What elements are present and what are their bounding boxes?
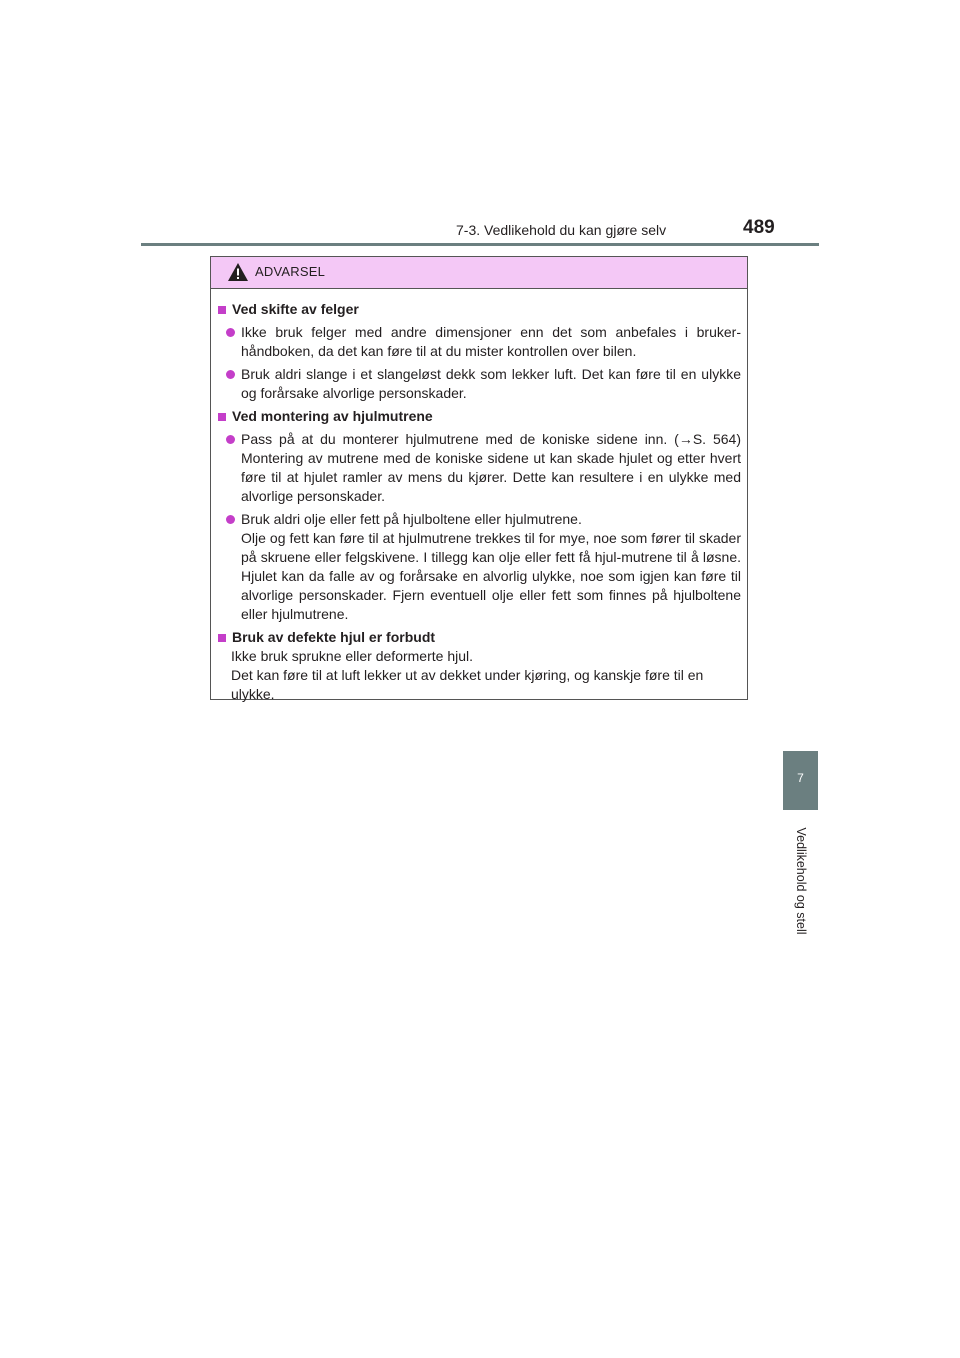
section-wheel-nuts: [218, 407, 741, 624]
section-heading-text: Ved skifte av felger: [232, 301, 359, 317]
section-heading-text: Bruk av defekte hjul er forbudt: [232, 629, 436, 645]
list-item-text: Ikke bruk felger med andre dimensjoner enn det som anbefales i bruker-håndboken, da det kan føre til at du mister kontrollen over bilen.: [241, 324, 741, 359]
section-title-heading: [218, 300, 741, 319]
list-item: [218, 430, 741, 506]
warning-header: [211, 257, 747, 289]
dot-bullet-icon: [226, 370, 235, 379]
list-item-text: Bruk aldri olje eller fett på hjulboltene eller hjulmutrene.: [241, 511, 582, 527]
list-item-detail: Olje og fett kan føre til at hjulmutrene trekkes til for mye, noe som fører til skader på skruene eller felgskivene. I tillegg kan olje eller fett få hjul-mutrene til å løsne. Hjulet kan da falle av og forårsake en alvorlig ulykke, noe som igjen kan føre til alvorlige personskader. Fjern eventuell olje eller fett som finnes på hjulboltene eller hjulmutrene.: [241, 530, 741, 622]
list-item: [218, 323, 741, 361]
section-defective-wheels: [218, 628, 741, 704]
section-wheel-change: [218, 300, 741, 403]
list-item-text: Pass på at du monterer hjulmutrene med de koniske sidene inn. (→S. 564) Montering av mutrene med de koniske sidene ut kan skade hjulet og etter hvert føre til at hjulet ramler av mens du kjører. Dette kan resultere i en ulykke med alvorlige personskader.: [241, 431, 741, 504]
page-number: 489: [743, 217, 775, 238]
dot-bullet-icon: [226, 328, 235, 337]
dot-bullet-icon: [226, 515, 235, 524]
list-item-text: Bruk aldri slange i et slangeløst dekk som lekker luft. Det kan føre til en ulykke og forårsake alvorlige personskader.: [241, 366, 741, 401]
warning-body: [211, 289, 747, 704]
warning-box: [210, 256, 748, 700]
warning-triangle-icon: [227, 262, 249, 282]
paragraph-line: Det kan føre til at luft lekker ut av dekket under kjøring, og kanskje føre til en ulykke.: [231, 667, 704, 702]
chapter-tab: [783, 751, 818, 810]
list-item: [218, 365, 741, 403]
square-bullet-icon: [218, 413, 226, 421]
section-title: 7-3. Vedlikehold du kan gjøre selv: [456, 222, 667, 238]
chapter-number: 7: [797, 771, 804, 785]
dot-bullet-icon: [226, 435, 235, 444]
paragraph-line: Ikke bruk sprukne eller deformerte hjul.: [231, 648, 473, 664]
header-rule: [141, 243, 819, 246]
chapter-label: [783, 818, 818, 944]
square-bullet-icon: [218, 634, 226, 642]
section-title-heading: [218, 407, 741, 426]
section-heading-text: Ved montering av hjulmutrene: [232, 408, 433, 424]
list-item: [218, 510, 741, 624]
section-title-heading: [218, 628, 741, 647]
square-bullet-icon: [218, 306, 226, 314]
warning-title: ADVARSEL: [255, 264, 325, 279]
chapter-label-text: Vedlikehold og stell: [793, 827, 808, 935]
